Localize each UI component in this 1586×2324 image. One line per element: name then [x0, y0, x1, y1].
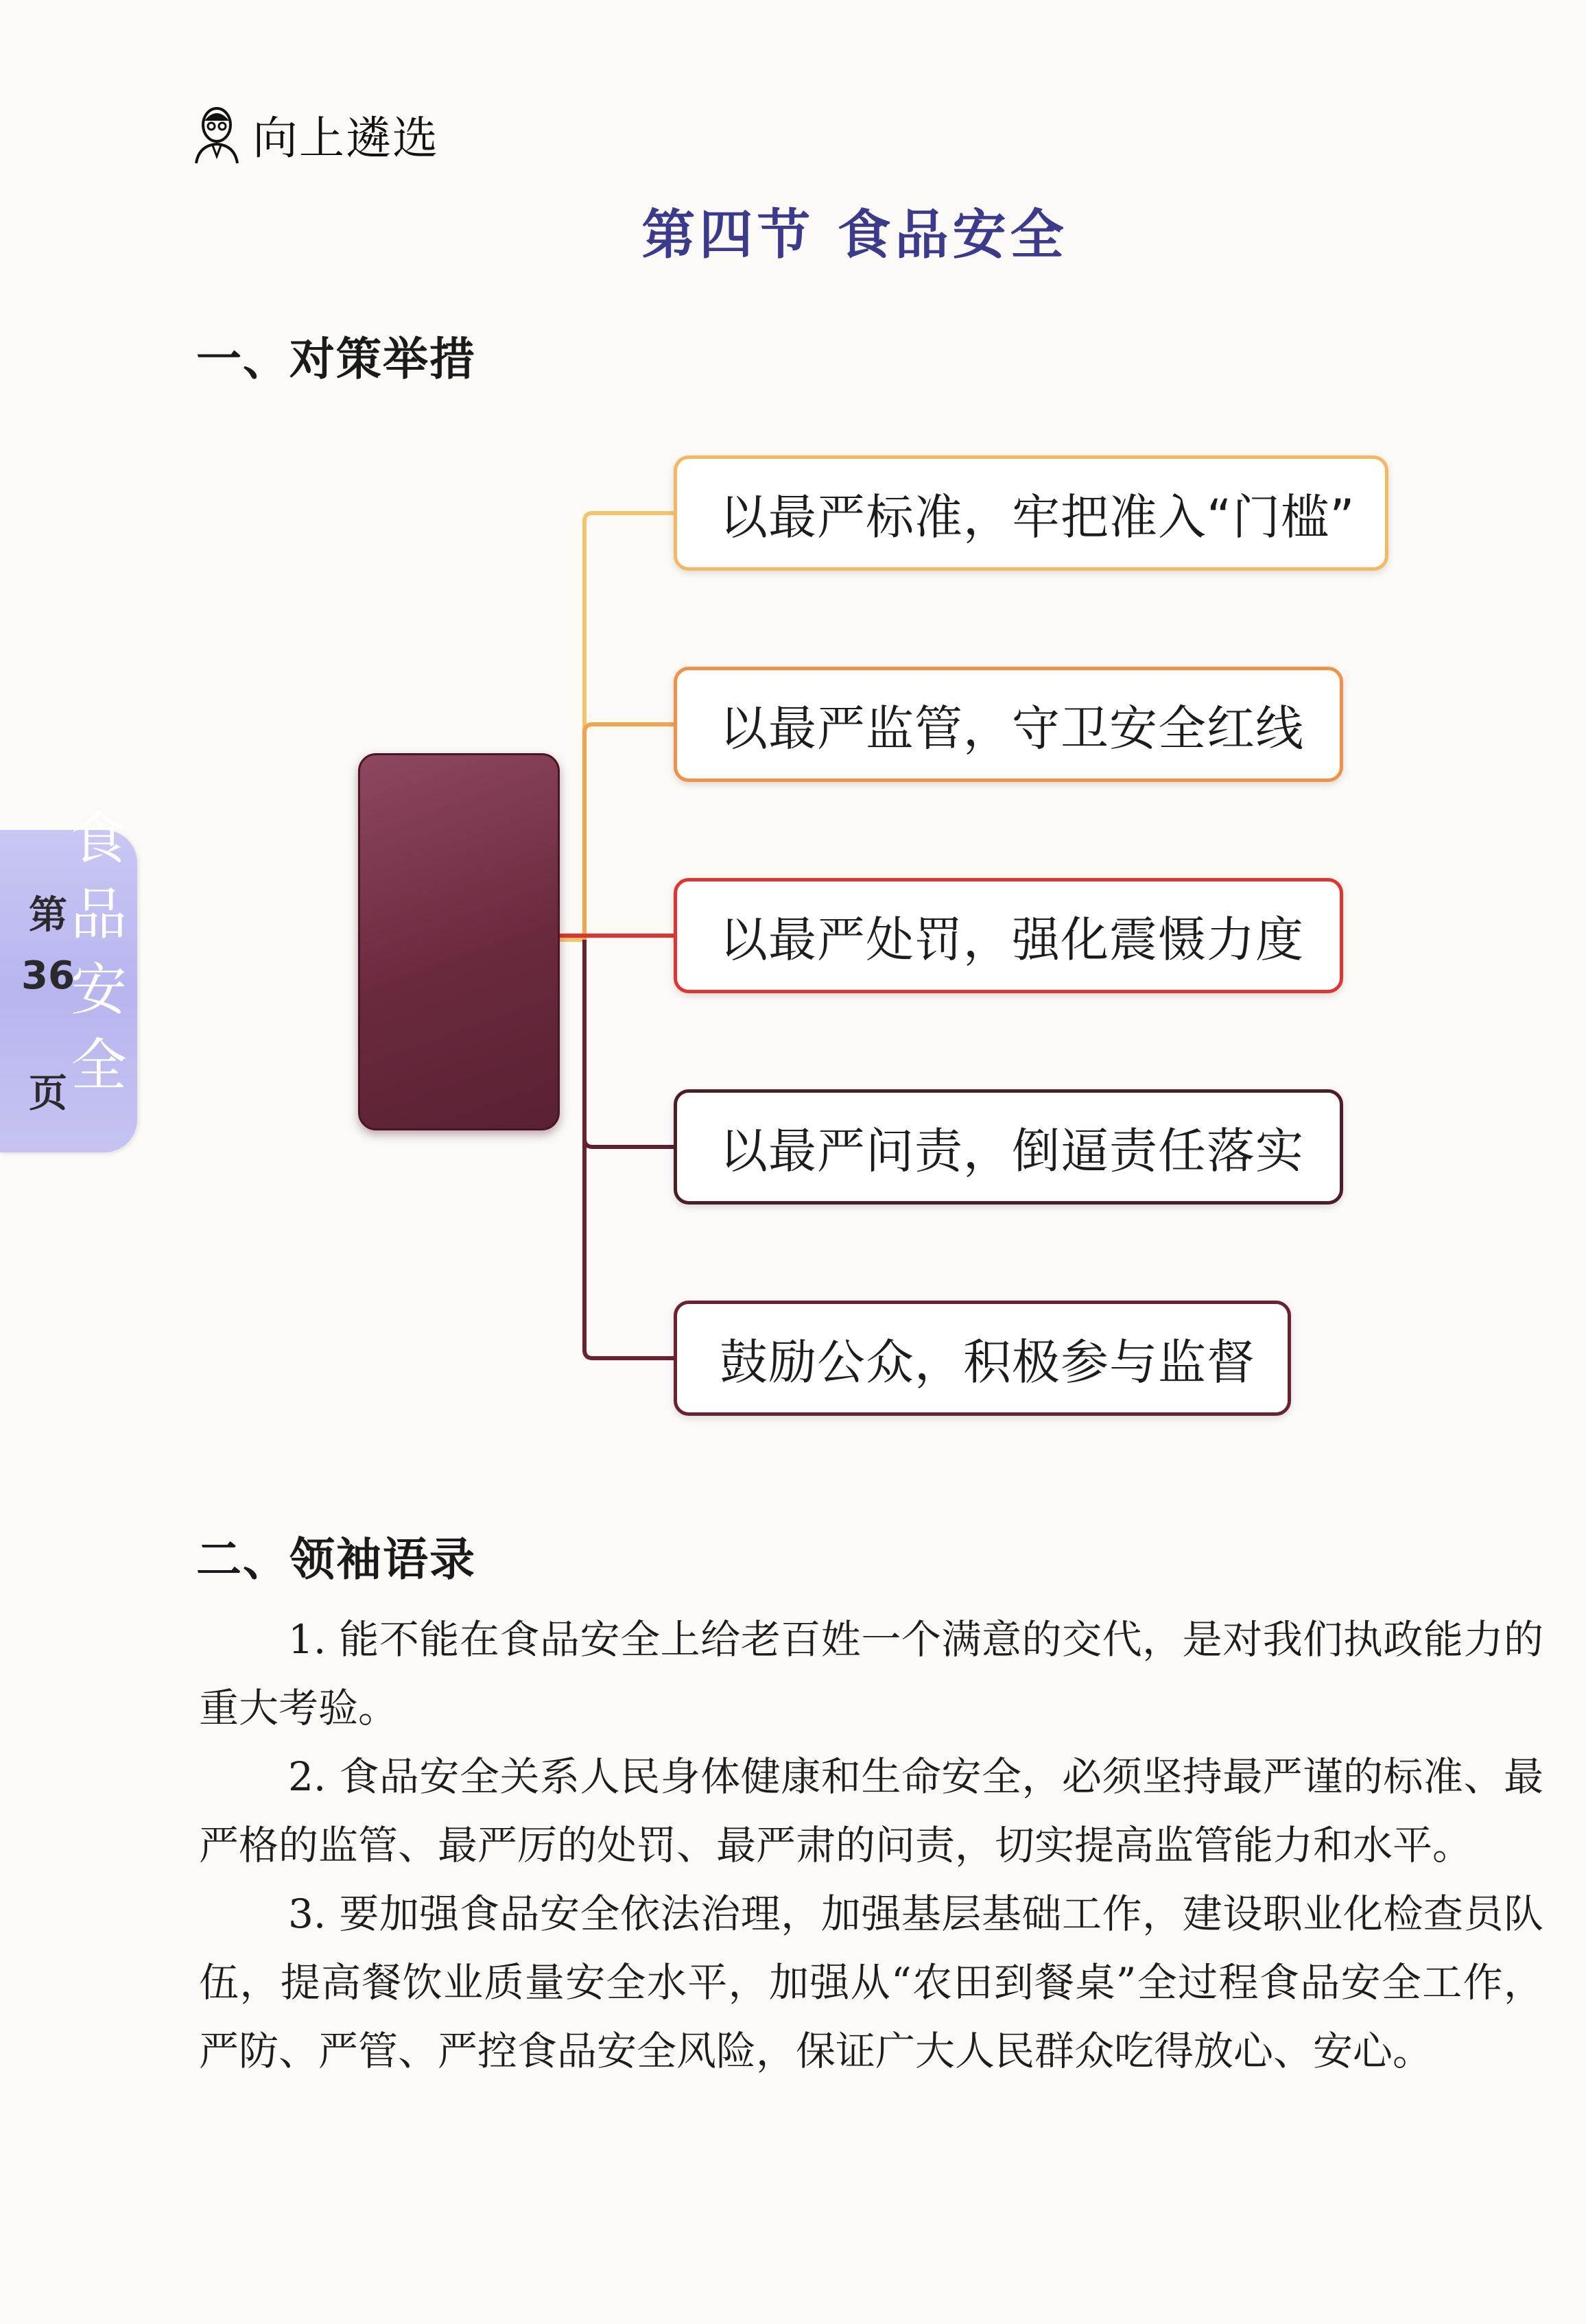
page-tab-prefix: 第	[29, 893, 67, 938]
page-tab-number: 36	[21, 953, 75, 998]
quote-text: 3. 要加强食品安全依法治理，加强基层基础工作，建设职业化检查员队伍，提高餐饮业质量安全水平，加强从“农田到餐桌”全过程食品安全工作，严防、严管、严控食品安全风险，保证广大人民群众吃得放心、安心。	[199, 1890, 1543, 2074]
branch-public-participation: 鼓励公众，积极参与监督	[674, 1301, 1291, 1416]
branch-accountability: 以最严问责，倒逼责任落实	[674, 1089, 1343, 1205]
mindmap-center-node	[358, 753, 560, 1130]
quote-paragraph	[199, 1605, 1543, 1742]
branch-supervision: 以最严监管，守卫安全红线	[674, 667, 1343, 782]
quote-text: 1. 能不能在食品安全上给老百姓一个满意的交代，是对我们执政能力的重大考验。	[199, 1616, 1543, 1731]
center-char: 食	[70, 807, 127, 872]
connector-1	[584, 724, 674, 940]
branch-standards: 以最严标准，牢把准入“门槛”	[674, 455, 1388, 571]
quote-paragraph	[199, 1880, 1543, 2085]
heading-measures: 一、对策举措	[196, 333, 476, 386]
center-char: 全	[70, 1033, 127, 1098]
heading-quotes: 二、领袖语录	[196, 1533, 476, 1586]
quote-paragraph	[199, 1742, 1543, 1880]
center-char: 安	[70, 958, 127, 1023]
branch-punishment: 以最严处罚，强化震慑力度	[674, 878, 1343, 993]
center-char: 品	[70, 882, 127, 947]
quote-text: 2. 食品安全关系人民身体健康和生命安全，必须坚持最严谨的标准、最严格的监管、最严厉的处罚、最严肃的问责，切实提高监管能力和水平。	[199, 1753, 1543, 1869]
page-tab-suffix: 页	[29, 1071, 67, 1116]
section-title-text: 第四节 食品安全	[641, 204, 1068, 266]
connector-3	[584, 940, 674, 1147]
brand-name: 向上遴选	[252, 112, 439, 165]
